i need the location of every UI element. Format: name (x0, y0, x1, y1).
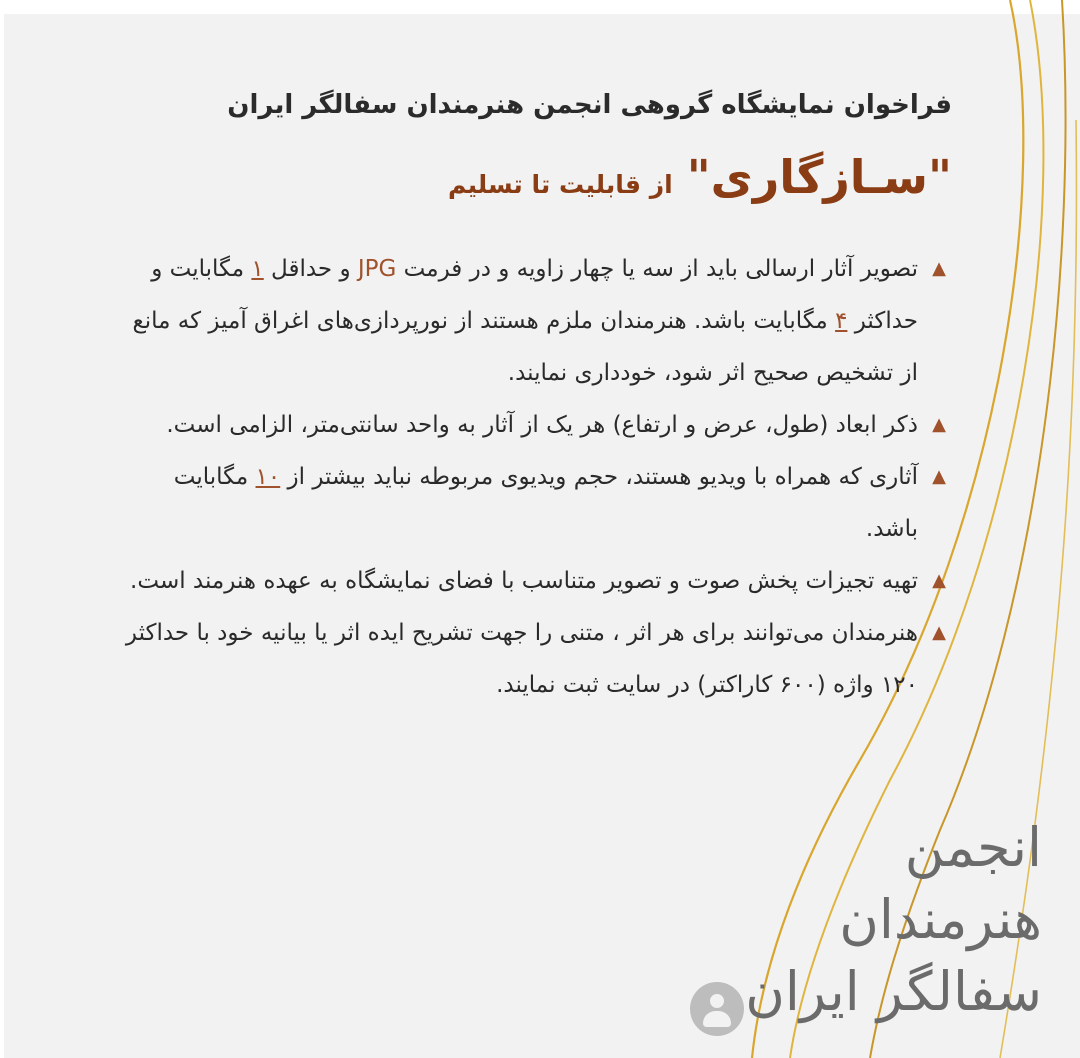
triangle-bullet-icon: ▲ (932, 570, 946, 591)
list-item: ▲ تهیه تجیزات پخش صوت و تصویر متناسب با فضای نمایشگاه به عهده هنرمند است. (124, 555, 946, 607)
list-item: ▲ تصویر آثار ارسالی باید از سه یا چهار زاویه و در فرمت JPG و حداقل ۱ مگابایت و حداکثر ۴ مگابایت باشد. هنرمندان ملزم هستند از نورپردازی‌های اغراق آمیز که مانع از تشخیص صحیح اثر شود، خودداری نمایند. (124, 243, 946, 399)
triangle-bullet-icon: ▲ (932, 622, 946, 643)
avatar-head (710, 994, 724, 1008)
call-title: فراخوان نمایشگاه گروهی انجمن هنرمندان سفالگر ایران (227, 90, 952, 120)
list-item: ▲ ذکر ابعاد (طول، عرض و ارتفاع) هر یک از آثار به واحد سانتی‌متر، الزامی است. (124, 399, 946, 451)
triangle-bullet-icon: ▲ (932, 414, 946, 435)
user-avatar-icon (690, 982, 744, 1036)
triangle-bullet-icon: ▲ (932, 258, 946, 279)
association-watermark (722, 812, 1042, 1028)
watermark-line-1: انجمن (904, 816, 1042, 879)
avatar-body (703, 1011, 731, 1027)
min-size-value: ۱ (251, 256, 264, 282)
format-jpg: JPG (357, 256, 397, 282)
theme-heading (448, 150, 952, 204)
list-item: ▲ آثاری که همراه با ویدیو هستند، حجم ویدیوی مربوطه نباید بیشتر از ۱۰ مگابایت باشد. (124, 451, 946, 555)
watermark-line-3: سفالگر ایران (745, 960, 1042, 1023)
max-size-value: ۴ (835, 308, 848, 334)
requirements-list (124, 243, 946, 711)
theme-tagline: از قابلیت تا تسلیم (447, 170, 673, 199)
triangle-bullet-icon: ▲ (932, 466, 946, 487)
theme-name: "سـاز‌گاری" (686, 150, 952, 204)
watermark-line-2: هنرمندان (839, 888, 1042, 951)
list-item: ▲ هنرمندان می‌توانند برای هر اثر ، متنی را جهت تشریح ایده اثر یا بیانیه خود با حداکثر ۱۲۰ واژه (۶۰۰ کاراکتر) در سایت ثبت نمایند. (124, 607, 946, 711)
video-size-value: ۱۰ (255, 464, 281, 490)
